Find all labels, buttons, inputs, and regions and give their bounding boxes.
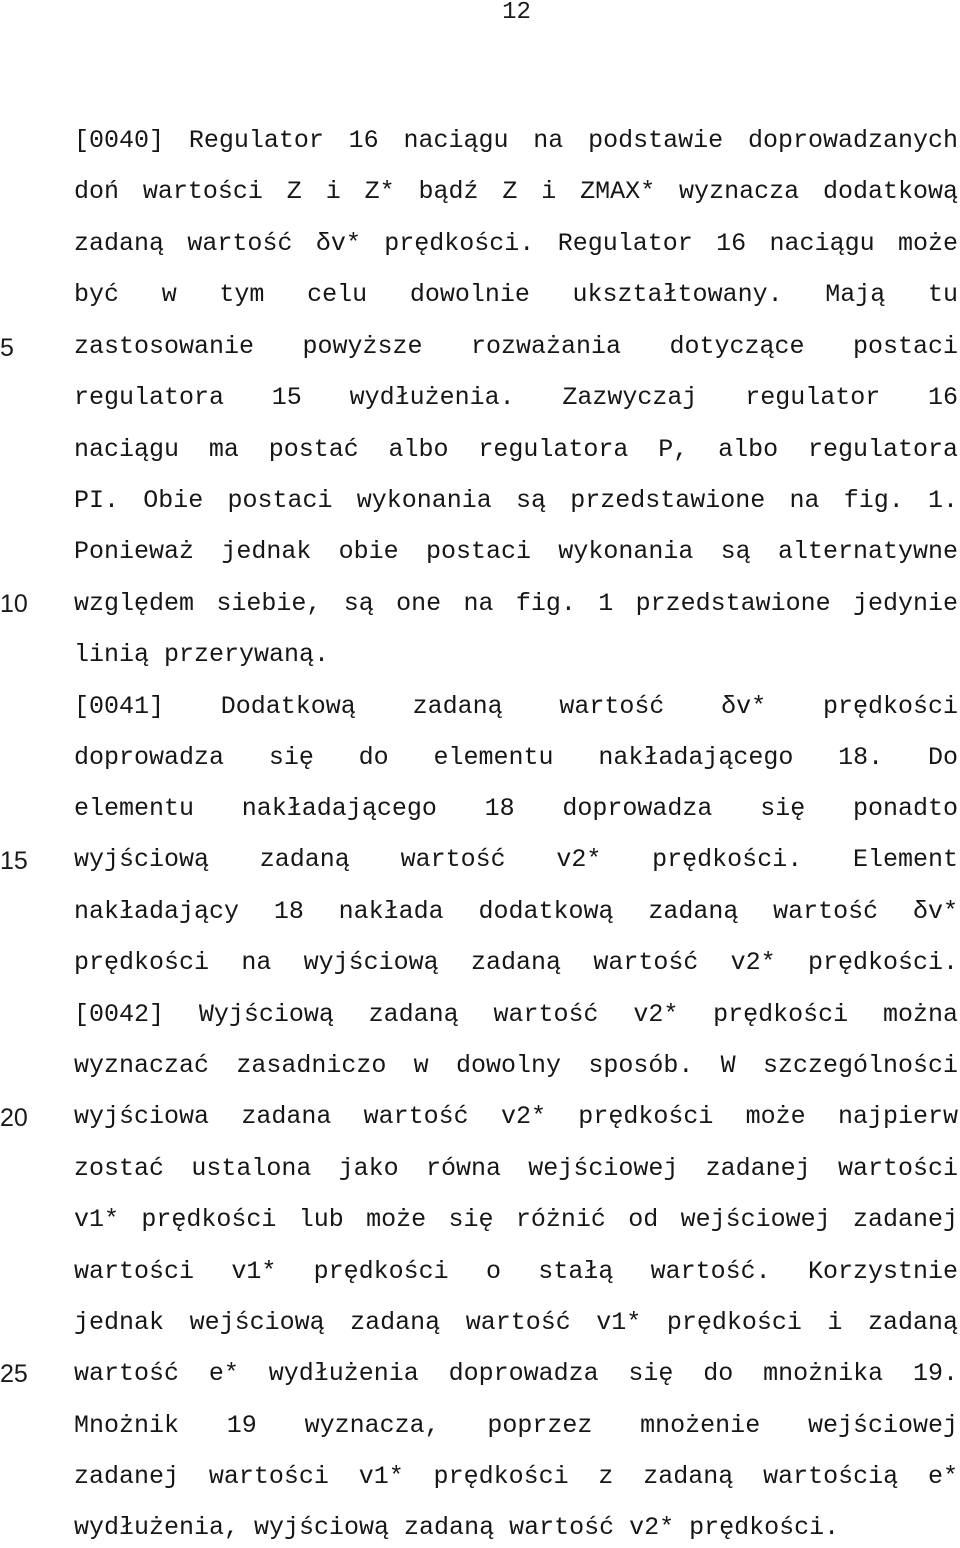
paragraph-0040-line: względem siebie, są one na fig. 1 przedstawione jedynie [74,589,958,618]
paragraph-0040-line: zastosowanie powyższe rozważania dotyczące postaci [74,332,958,361]
paragraph-0041-line: prędkości na wyjściową zadaną wartość v2* prędkości. [74,948,958,977]
paragraph-0040-line: naciągu ma postać albo regulatora P, albo regulatora [74,435,958,464]
paragraph-0042-line: [0042] Wyjściową zadaną wartość v2* prędkości można [74,1000,958,1029]
paragraph-0041-line: [0041] Dodatkową zadaną wartość δv* prędkości [74,692,958,721]
paragraph-0042-line: wyznaczać zasadniczo w dowolny sposób. W szczególności [74,1051,958,1080]
paragraph-0040-line: regulatora 15 wydłużenia. Zazwyczaj regulator 16 [74,383,958,412]
paragraph-0040-line: doń wartości Z i Z* bądź Z i ZMAX* wyznacza dodatkową [74,177,958,206]
paragraph-0040-line: linią przerywaną. [74,640,330,669]
paragraph-0042-line: wartości v1* prędkości o stałą wartość. Korzystnie [74,1257,958,1286]
paragraph-0041-line: doprowadza się do elementu nakładającego 18. Do [74,743,958,772]
paragraph-0042-line: Mnożnik 19 wyznacza, poprzez mnożenie wejściowej [74,1411,958,1440]
paragraph-0040-line: PI. Obie postaci wykonania są przedstawione na fig. 1. [74,486,958,515]
paragraph-0042-line: wydłużenia, wyjściową zadaną wartość v2* prędkości. [74,1513,840,1542]
paragraph-0041-line: nakładający 18 nakłada dodatkową zadaną wartość δv* [74,897,958,926]
paragraph-0042-line: zostać ustalona jako równa wejściowej zadanej wartości [74,1154,958,1183]
line-number-15: 15 [0,847,28,875]
paragraph-0041-line: elementu nakładającego 18 doprowadza się ponadto [74,794,958,823]
paragraph-0040-line: [0040] Regulator 16 naciągu na podstawie doprowadzanych [74,126,958,155]
paragraph-0042-line: v1* prędkości lub może się różnić od wejściowej zadanej [74,1205,958,1234]
paragraph-0040-line: zadaną wartość δv* prędkości. Regulator 16 naciągu może [74,229,958,258]
paragraph-0041-line: wyjściową zadaną wartość v2* prędkości. Element [74,845,958,874]
paragraph-0042-line: wyjściowa zadana wartość v2* prędkości może najpierw [74,1102,958,1131]
line-number-10: 10 [0,590,28,618]
line-number-20: 20 [0,1104,28,1132]
line-number-5: 5 [0,334,14,362]
paragraph-0040-line: Ponieważ jednak obie postaci wykonania są alternatywne [74,537,958,566]
paragraph-0042-line: zadanej wartości v1* prędkości z zadaną wartością e* [74,1462,958,1491]
page-number: 12 [502,0,531,26]
paragraph-0042-line: jednak wejściową zadaną wartość v1* prędkości i zadaną [74,1308,958,1337]
paragraph-0040-line: być w tym celu dowolnie ukształtowany. Mają tu [74,280,958,309]
paragraph-0042-line: wartość e* wydłużenia doprowadza się do mnożnika 19. [74,1359,958,1388]
line-number-25: 25 [0,1360,28,1388]
